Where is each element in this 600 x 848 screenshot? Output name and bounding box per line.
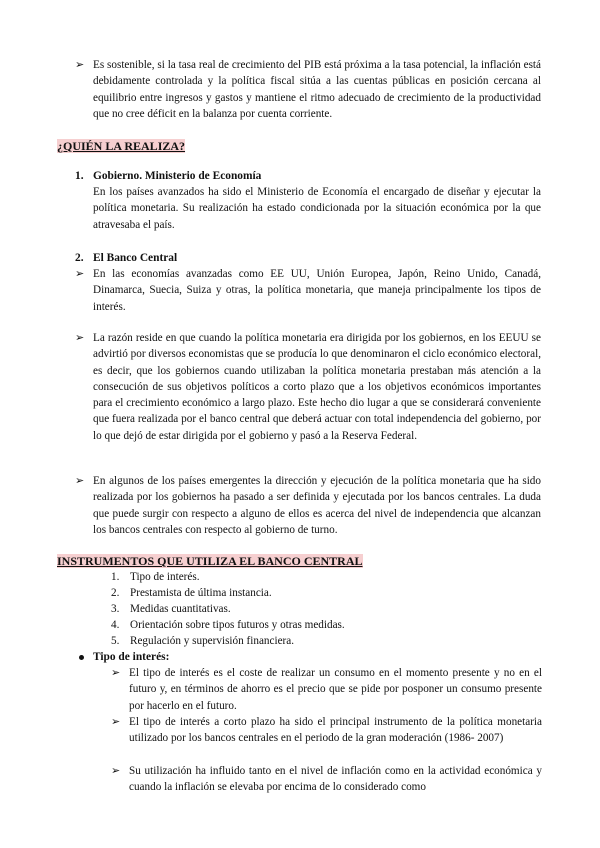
arrow-bullet-icon: ➢	[111, 764, 121, 777]
item-title-banco-central: El Banco Central	[93, 252, 178, 264]
list-item: Tipo de interés.	[130, 571, 200, 583]
bullet-dot-icon	[79, 655, 84, 660]
arrow-bullet-icon: ➢	[75, 58, 85, 71]
item-title-gobierno: Gobierno. Ministerio de Economía	[93, 170, 262, 182]
bullet-paragraph: El tipo de interés a corto plazo ha sido el principal instrumento de la política monetaria utilizado por los bancos centrales en el periodo de la gran moderación (1986- 2007)	[129, 716, 542, 745]
section-heading-text: INSTRUMENTOS QUE UTILIZA EL BANCO CENTRAL	[57, 554, 363, 568]
section-heading-quien	[57, 138, 185, 154]
bullet-paragraph: Su utilización ha influido tanto en el nivel de inflación como en la actividad económica y cuando la inflación se elevaba por encima de lo considerado como	[129, 765, 542, 794]
item-number: 1.	[75, 170, 84, 182]
arrow-bullet-icon: ➢	[111, 715, 121, 728]
intro-paragraph: Es sostenible, si la tasa real de crecimiento del PIB está próxima a la tasa potencial, la inflación está debidamente controlada y la política fiscal sitúa a las cuentas públicas en posición cercana al equilibrio entre ingresos y gastos y mantiene el ritmo adecuado de crecimiento de la productividad que no cree déficit en la balanza por cuenta corriente.	[93, 59, 541, 120]
list-number: 5.	[111, 635, 120, 647]
list-item: Regulación y supervisión financiera.	[130, 635, 295, 647]
arrow-bullet-icon: ➢	[111, 666, 121, 679]
list-item: Medidas cuantitativas.	[130, 603, 231, 615]
list-item: Prestamista de última instancia.	[130, 587, 272, 599]
subtopic-title: Tipo de interés:	[93, 651, 170, 663]
bullet-paragraph: La razón reside en que cuando la política monetaria era dirigida por los gobiernos, en los EEUU se advirtió por diversos economistas que se producía lo que denominaron el ciclo económico electoral, es decir, que los gobiernos cuando utilizaban la política monetaria prestaban más atención a la consecución de sus objetivos políticos a corto plazo que a los objetivos económicos importantes para el crecimiento económico a largo plazo. Este hecho dio lugar a que se considerará conveniente que fuera realizada por el banco central que deberá actuar con total independencia del gobierno, por lo que dejó de estar dirigida por el gobierno y pasó a la Reserva Federal.	[93, 332, 541, 442]
section-heading-instrumentos	[57, 553, 363, 569]
list-number: 3.	[111, 603, 120, 615]
list-number: 2.	[111, 587, 120, 599]
list-number: 4.	[111, 619, 120, 631]
list-item: Orientación sobre tipos futuros y otras medidas.	[130, 619, 345, 631]
bullet-paragraph: En las economías avanzadas como EE UU, Unión Europea, Japón, Reino Unido, Canadá, Dinamarca, Suecia, Suiza y otras, la política monetaria, que maneja principalmente los tipos de interés.	[93, 268, 541, 313]
paragraph-gobierno: En los países avanzados ha sido el Ministerio de Economía el encargado de diseñar y ejecutar la política monetaria. Su realización ha estado condicionada por la situación económica por la que atravesaba el país.	[93, 186, 541, 231]
arrow-bullet-icon: ➢	[75, 474, 85, 487]
item-number: 2.	[75, 252, 84, 264]
bullet-paragraph: En algunos de los países emergentes la dirección y ejecución de la política monetaria que ha sido realizada por los gobiernos ha pasado a ser definida y ejecutada por los bancos centrales. La duda que puede surgir con respecto a alguno de ellos es acerca del nivel de independencia que alcanzan los bancos centrales con respecto al gobierno de turno.	[93, 475, 541, 536]
arrow-bullet-icon: ➢	[75, 267, 85, 280]
section-heading-text: ¿QUIÉN LA REALIZA?	[57, 139, 186, 153]
list-number: 1.	[111, 571, 120, 583]
arrow-bullet-icon: ➢	[75, 331, 85, 344]
bullet-paragraph: El tipo de interés es el coste de realizar un consumo en el momento presente y no en el futuro y, en términos de ahorro es el precio que se pide por posponer un consumo presente por hacerlo en el futuro.	[129, 667, 542, 712]
